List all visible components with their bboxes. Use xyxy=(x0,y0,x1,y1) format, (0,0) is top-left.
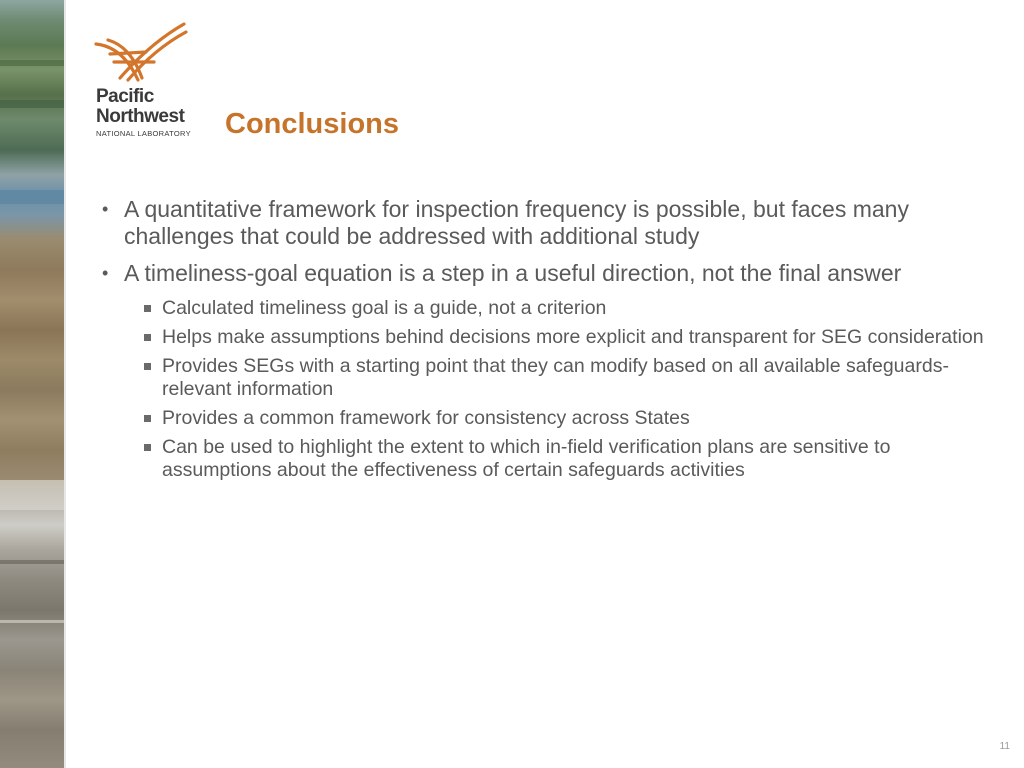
bullet-item xyxy=(100,196,990,250)
side-divider xyxy=(64,0,66,768)
square-bullet-icon xyxy=(144,415,151,422)
sub-bullet-item xyxy=(100,355,990,401)
sub-bullet-text: Can be used to highlight the extent to which in-field verification plans are sensitive to assumptions about the effectiveness of certain safeguards activities xyxy=(162,436,891,481)
logo-text-pacific: Pacific xyxy=(96,86,154,107)
sub-bullet-item xyxy=(100,326,990,349)
sub-bullet-text: Provides SEGs with a starting point that they can modify based on all available safeguards-relevant information xyxy=(162,355,949,400)
square-bullet-icon xyxy=(144,305,151,312)
logo-text-northwest: Northwest xyxy=(96,106,185,127)
page-number: 11 xyxy=(999,741,1010,752)
bullet-dot-icon: • xyxy=(102,199,109,219)
slide-title: Conclusions xyxy=(225,108,400,140)
logo-text-national-laboratory: NATIONAL LABORATORY xyxy=(96,129,191,138)
square-bullet-icon xyxy=(144,444,151,451)
sub-bullet-text: Helps make assumptions behind decisions more explicit and transparent for SEG consideration xyxy=(162,326,984,348)
bullet-text: A timeliness-goal equation is a step in a useful direction, not the final answer xyxy=(124,260,902,286)
bullet-dot-icon: • xyxy=(102,263,109,283)
sub-bullet-text: Calculated timeliness goal is a guide, not a criterion xyxy=(162,297,607,319)
slide-content xyxy=(100,196,990,488)
sub-bullet-item xyxy=(100,407,990,430)
sub-bullet-item xyxy=(100,436,990,482)
pnnl-logo xyxy=(94,22,190,142)
sub-bullet-item xyxy=(100,297,990,320)
bullet-text: A quantitative framework for inspection frequency is possible, but faces many challenges that could be addressed with additional study xyxy=(124,196,909,249)
pnnl-logo-mark-icon xyxy=(94,22,190,86)
square-bullet-icon xyxy=(144,363,151,370)
side-aerial-photo xyxy=(0,0,64,768)
bullet-item xyxy=(100,260,990,287)
sub-bullet-text: Provides a common framework for consistency across States xyxy=(162,407,690,429)
square-bullet-icon xyxy=(144,334,151,341)
